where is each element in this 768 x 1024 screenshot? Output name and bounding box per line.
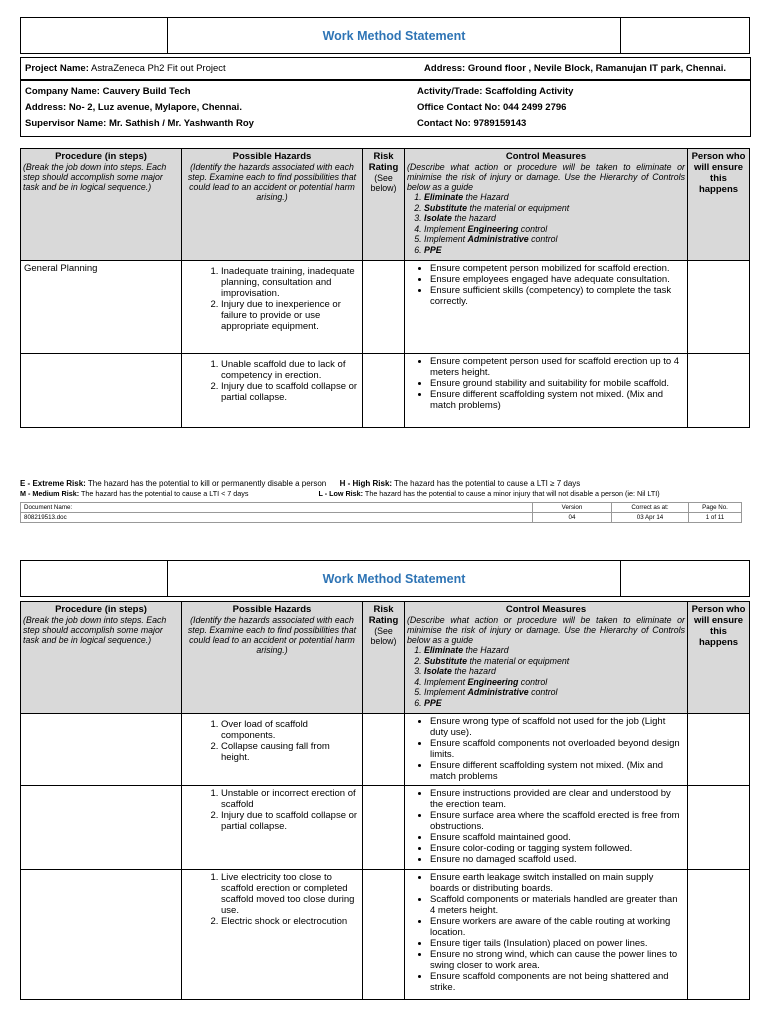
table-row	[21, 870, 750, 1000]
controls-cell: • Ensure wrong type of scaffold not used for the job (Light duty use). • Ensure scaffold components not overloaded beyond design limits. • Ensure different scaffolding system not mixed. (Mix and match problems	[405, 714, 688, 786]
contact-number: Contact No: 9789159143	[417, 117, 527, 129]
person-header: Person who will ensure this happens	[688, 602, 750, 714]
title-left-cell	[21, 18, 168, 54]
office-contact: Office Contact No: 044 2499 2796	[417, 101, 567, 113]
title-right-cell	[621, 561, 750, 597]
legend-line-2: M - Medium Risk: The hazard has the potential to cause a LTI < 7 days L - Low Risk: The hazard has the potential to cause a minor injury that will not disable a person (ie: Nil LTI)	[20, 489, 660, 498]
company-name: Company Name: Cauvery Build Tech	[25, 85, 191, 97]
hazards-cell: 1. Live electricity too close to scaffold erection or completed scaffold moved too close during use. 2. Electric shock or electrocution	[182, 870, 363, 1000]
company-info-box	[20, 80, 751, 137]
person-cell	[688, 714, 750, 786]
table-row	[21, 261, 750, 354]
person-cell	[688, 261, 750, 354]
date-value: 03 Apr 14	[612, 513, 689, 523]
risk-cell	[363, 870, 405, 1000]
page1-hazard-table	[20, 148, 750, 428]
page-no-label: Page No.	[689, 503, 742, 513]
page-title: Work Method Statement	[168, 561, 621, 597]
supervisor-name: Supervisor Name: Mr. Sathish / Mr. Yashwanth Roy	[25, 117, 254, 129]
version-value: 04	[533, 513, 612, 523]
controls-cell: • Ensure competent person mobilized for scaffold erection. • Ensure employees engaged have adequate consultation. • Ensure sufficient skills (competency) to complete the task correctly.	[405, 261, 688, 354]
table-row	[21, 786, 750, 870]
controls-cell: • Ensure earth leakage switch installed on main supply boards or distributing boards. • Scaffold components or materials handled are greater than 4 meters height. • Ensure workers are aware of the cable routing at working location. • Ensure tiger tails (Insulation) placed on power lines. • Ensure no strong wind, which can cause the power lines to swing closer to work area. • Ensure scaffold components are not being shattered and strike.	[405, 870, 688, 1000]
risk-cell	[363, 354, 405, 428]
control-measures-header: Control Measures (Describe what action or procedure will be taken to eliminate or minimise the risk of injury or damage. Use the Hierarchy of Controls below as a guide 1. Eliminate the Hazard 2. Substitute the material or equipment 3. Isolate the hazard 4. Implement Engineering control 5. Implement Administrative control 6. PPE	[405, 149, 688, 261]
correct-as-at-label: Correct as at:	[612, 503, 689, 513]
procedure-header: Procedure (in steps) (Break the job down into steps. Each step should accomplish some major task and be in logical sequence.)	[21, 149, 182, 261]
risk-cell	[363, 786, 405, 870]
hierarchy-of-controls: 1. Eliminate the Hazard 2. Substitute the material or equipment 3. Isolate the hazard 4. Implement Engineering control 5. Implement Administrative control 6. PPE	[407, 192, 685, 255]
project-name-box	[20, 57, 751, 80]
hazards-header: Possible Hazards (Identify the hazards associated with each step. Examine each to find possibilities that could lead to an accident or potential harm arising.)	[182, 602, 363, 714]
hazards-cell: 1. Unstable or incorrect erection of scaffold 2. Injury due to scaffold collapse or partial collapse.	[182, 786, 363, 870]
site-address: Address: Ground floor , Nevile Block, Ramanujan IT park, Chennai.	[424, 62, 726, 74]
risk-cell	[363, 714, 405, 786]
page1-title-box	[20, 17, 750, 54]
activity-trade: Activity/Trade: Scaffolding Activity	[417, 85, 574, 97]
hazards-header: Possible Hazards (Identify the hazards associated with each step. Examine each to find possibilities that could lead to an accident or potential harm arising.)	[182, 149, 363, 261]
doc-name-label: Document Name:	[21, 503, 533, 513]
title-right-cell	[621, 18, 750, 54]
person-header: Person who will ensure this happens	[688, 149, 750, 261]
person-cell	[688, 786, 750, 870]
title-left-cell	[21, 561, 168, 597]
person-cell	[688, 354, 750, 428]
company-address: Address: No- 2, Luz avenue, Mylapore, Chennai.	[25, 101, 242, 113]
version-label: Version	[533, 503, 612, 513]
risk-rating-header: Risk Rating (See below)	[363, 602, 405, 714]
hazards-cell: 1. Inadequate training, inadequate planning, consultation and improvisation. 2. Injury due to inexperience or failure to provide or use appropriate equipment.	[182, 261, 363, 354]
project-name: Project Name: AstraZeneca Ph2 Fit out Project	[25, 62, 226, 74]
risk-cell	[363, 261, 405, 354]
risk-rating-header: Risk Rating (See below)	[363, 149, 405, 261]
controls-cell: • Ensure instructions provided are clear and understood by the erection team. • Ensure surface area where the scaffold erected is free from obstructions. • Ensure scaffold maintained good. • Ensure color-coding or tagging system followed. • Ensure no damaged scaffold used.	[405, 786, 688, 870]
page2-hazard-table	[20, 601, 750, 1000]
table-row	[21, 714, 750, 786]
controls-cell: • Ensure competent person used for scaffold erection up to 4 meters height. • Ensure ground stability and suitability for mobile scaffold. • Ensure different scaffolding system not mixed. (Mix and match problems)	[405, 354, 688, 428]
procedure-cell	[21, 714, 182, 786]
procedure-header: Procedure (in steps) (Break the job down into steps. Each step should accomplish some major task and be in logical sequence.)	[21, 602, 182, 714]
procedure-cell	[21, 870, 182, 1000]
risk-legend	[20, 479, 750, 498]
procedure-cell	[21, 786, 182, 870]
page2-title-box	[20, 560, 750, 597]
hazards-cell: 1. Unable scaffold due to lack of competency in erection. 2. Injury due to scaffold collapse or partial collapse.	[182, 354, 363, 428]
control-measures-header: Control Measures (Describe what action or procedure will be taken to eliminate or minimise the risk of injury or damage. Use the Hierarchy of Controls below as a guide 1. Eliminate the Hazard 2. Substitute the material or equipment 3. Isolate the hazard 4. Implement Engineering control 5. Implement Administrative control 6. PPE	[405, 602, 688, 714]
hazards-cell: 1. Over load of scaffold components. 2. Collapse causing fall from height.	[182, 714, 363, 786]
procedure-cell	[21, 354, 182, 428]
person-cell	[688, 870, 750, 1000]
table-row	[21, 354, 750, 428]
document-footer	[20, 502, 742, 523]
hierarchy-of-controls: 1. Eliminate the Hazard 2. Substitute the material or equipment 3. Isolate the hazard 4. Implement Engineering control 5. Implement Administrative control 6. PPE	[407, 645, 685, 708]
procedure-cell: General Planning	[21, 261, 182, 354]
page-value: 1 of 11	[689, 513, 742, 523]
doc-name-value: 808219513.doc	[21, 513, 533, 523]
page-title: Work Method Statement	[168, 18, 621, 54]
legend-line-1: E - Extreme Risk: The hazard has the potential to kill or permanently disable a person H - High Risk: The hazard has the potential to cause a LTI ≥ 7 days	[20, 479, 581, 488]
